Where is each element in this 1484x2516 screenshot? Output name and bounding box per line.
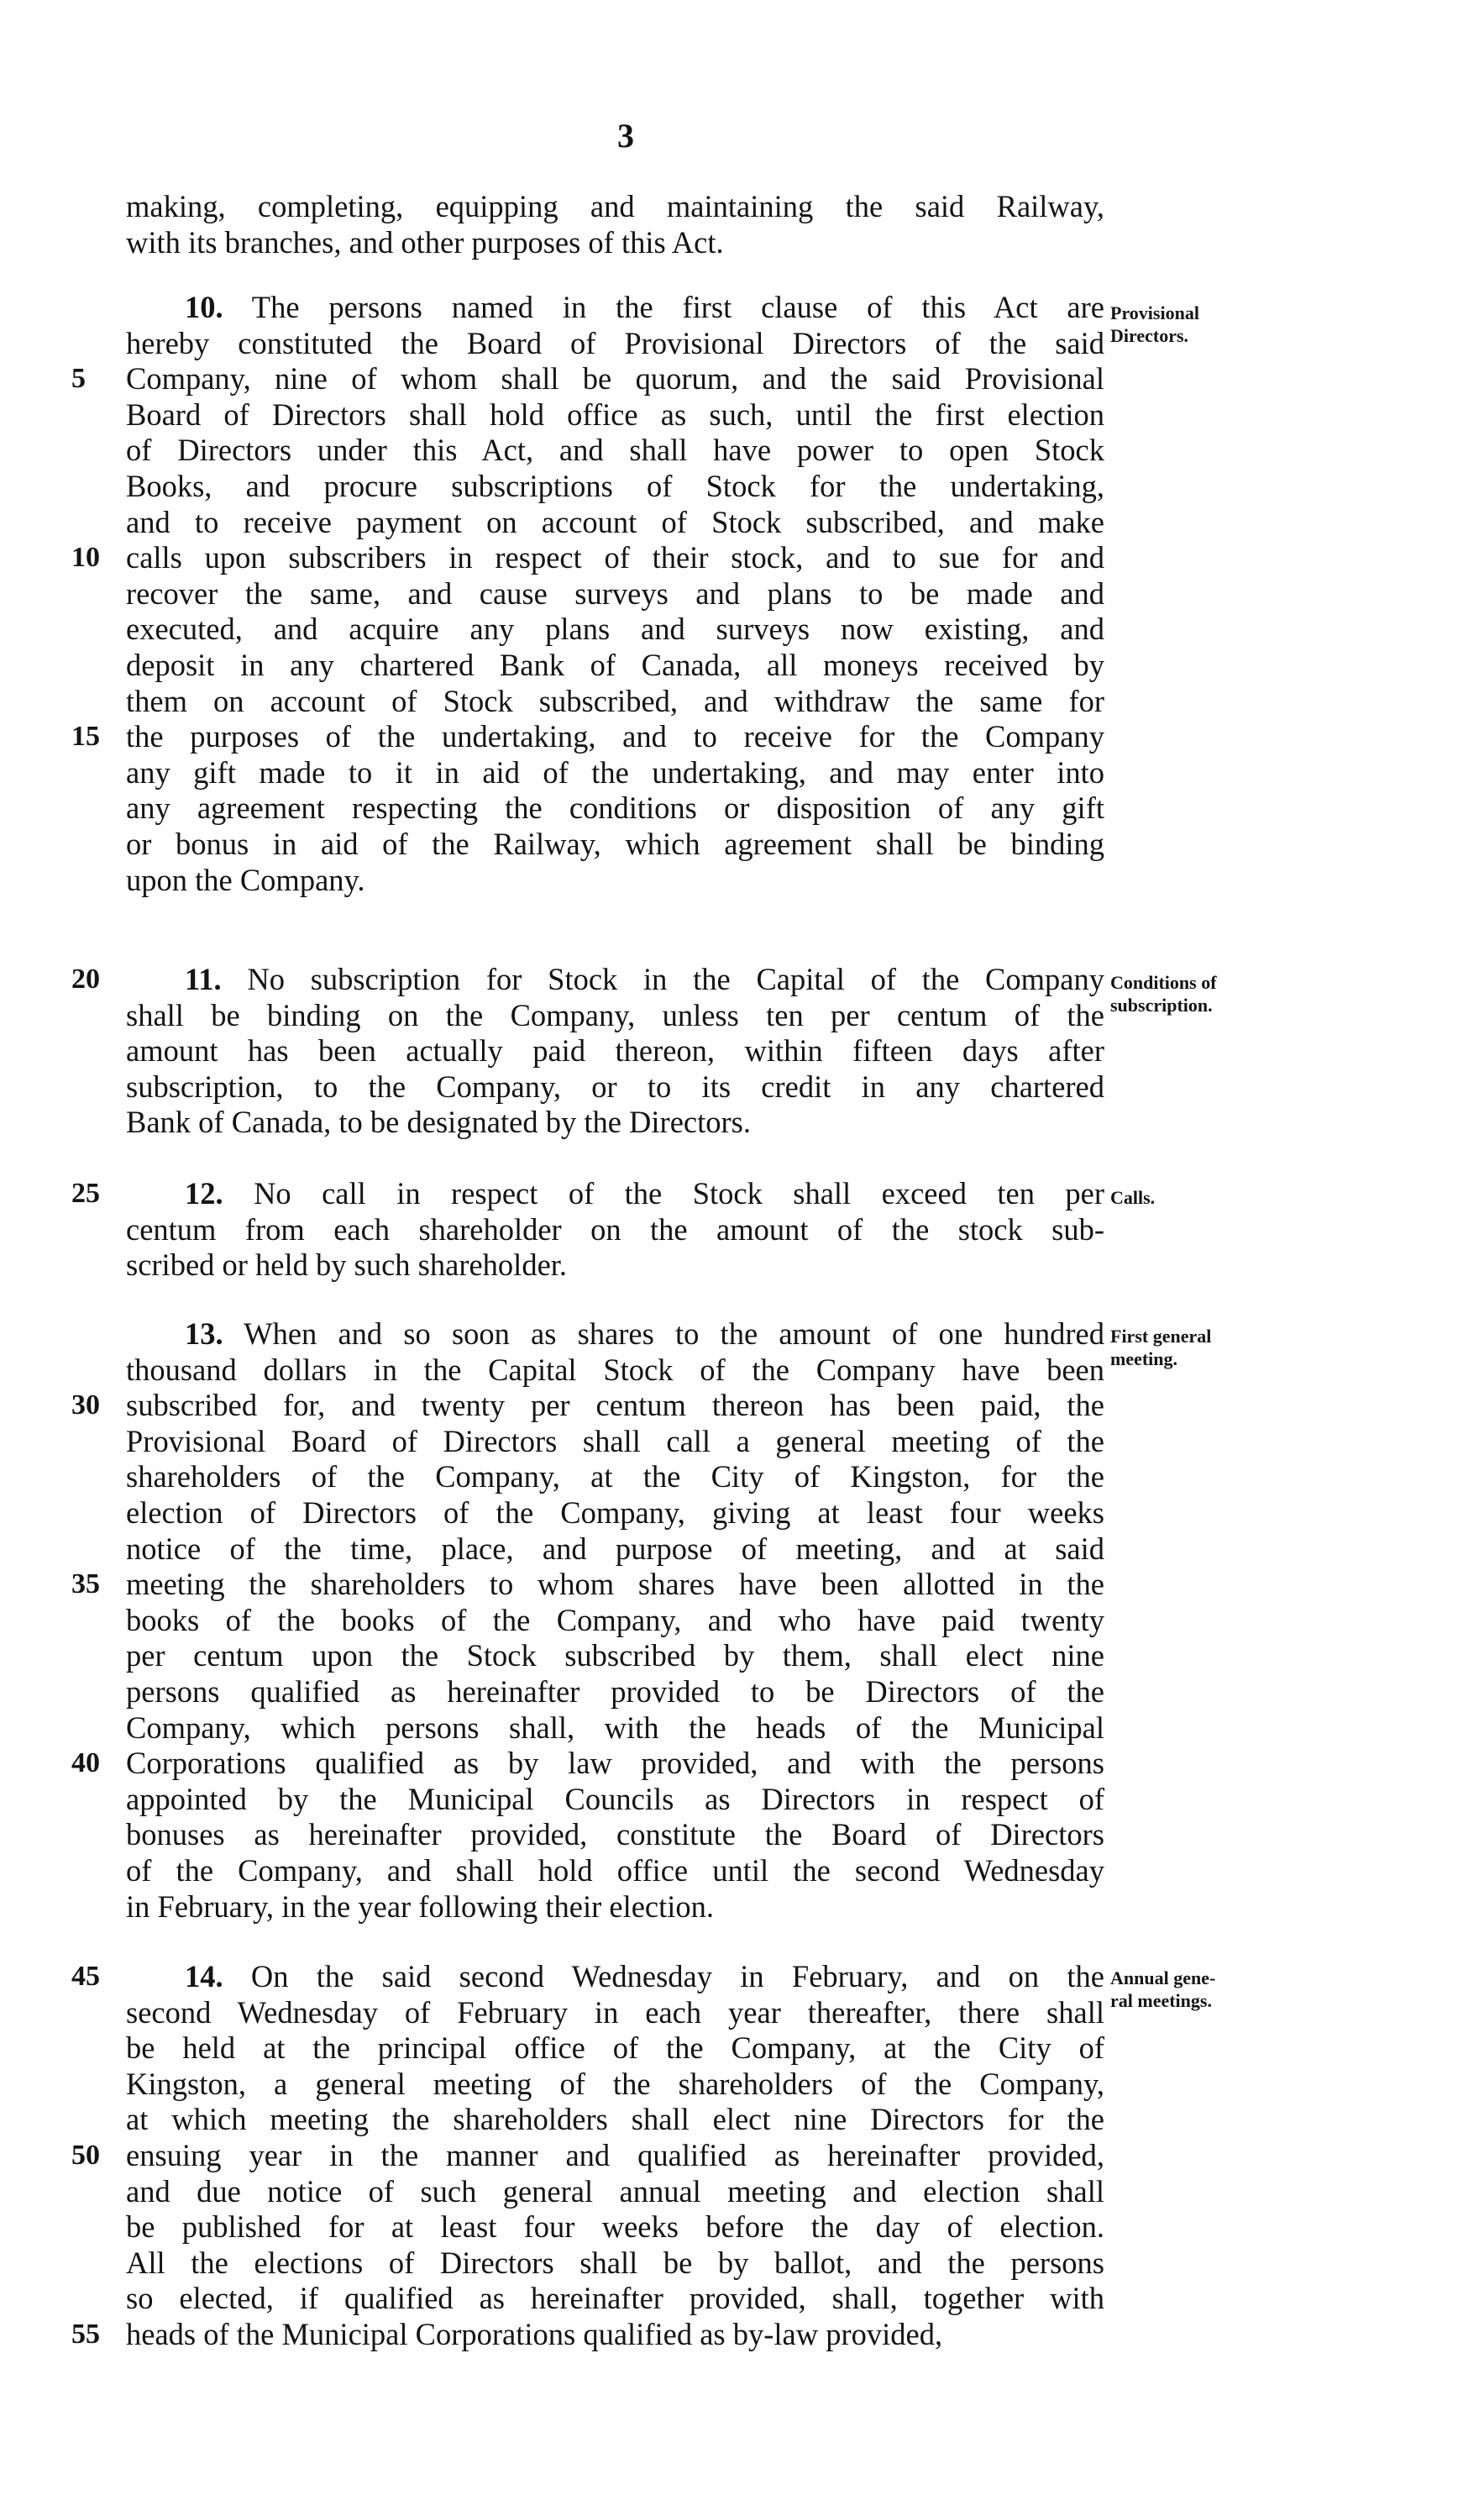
line-text: deposit in any chartered Bank of Canada, all moneys received by: [126, 647, 1104, 682]
section-number: 12.: [185, 1176, 223, 1211]
line-text: any gift made to it in aid of the undertaking, and may enter into: [126, 754, 1104, 790]
text-line: [126, 1212, 1104, 1248]
line-text: Kingston, a general meeting of the shareholders of the Company,: [126, 2066, 1104, 2101]
line-text: in February, in the year following their election.: [126, 1888, 715, 1924]
text-line: [126, 397, 1104, 433]
line-text: No call in respect of the Stock shall exceed ten per: [254, 1176, 1105, 1211]
text-line: [126, 1353, 1104, 1389]
line-number: 55: [71, 2318, 100, 2350]
text-line: [71, 2316, 1104, 2353]
text-line: [126, 1105, 1104, 1141]
line-text: hereby constituted the Board of Provisional Directors of the said: [126, 325, 1104, 360]
text-line: [126, 1853, 1104, 1889]
line-text: executed, and acquire any plans and surveys now existing, and: [126, 612, 1104, 647]
text-line: [126, 1782, 1104, 1818]
margin-note-calls: [1110, 1186, 1480, 1209]
text-line: [126, 1889, 1104, 1925]
line-text: books of the books of the Company, and who have paid twenty: [126, 1602, 1104, 1637]
text-line: [126, 1710, 1104, 1746]
text-line: [71, 1959, 1104, 1995]
line-number: 30: [71, 1389, 100, 1421]
line-text: subscription, to the Company, or to its credit in any chartered: [126, 1069, 1104, 1104]
text-line: [71, 361, 1104, 397]
margin-note-line: subscription.: [1110, 995, 1213, 1016]
line-text: centum from each shareholder on the amount of the stock sub-: [126, 1211, 1104, 1247]
text-line: [126, 1817, 1104, 1853]
line-text: upon the Company.: [126, 862, 365, 897]
text-line: [126, 189, 1104, 225]
text-line: [126, 648, 1104, 684]
line-text: amount has been actually paid thereon, within fifteen days after: [126, 1033, 1104, 1069]
line-text: any agreement respecting the conditions or disposition of any gift: [126, 791, 1104, 826]
text-line: [126, 863, 1104, 899]
text-line: [126, 1603, 1104, 1639]
margin-note-conditions-of-subscription: [1110, 971, 1480, 1016]
text-line: [126, 1316, 1104, 1353]
text-line: [126, 225, 1104, 261]
text-line: [126, 1424, 1104, 1460]
line-text: meeting the shareholders to whom shares have been allotted in the: [126, 1567, 1104, 1602]
line-text: per centum upon the Stock subscribed by them, shall elect nine: [126, 1638, 1104, 1673]
text-line: [126, 1995, 1104, 2031]
margin-note-line: meeting.: [1110, 1348, 1178, 1369]
text-line: [126, 1033, 1104, 1069]
text-line: [126, 469, 1104, 505]
line-text: of the Company, and shall hold office until the second Wednesday: [126, 1852, 1104, 1888]
margin-note-line: Directors.: [1110, 325, 1189, 346]
line-text: of Directors under this Act, and shall have power to open Stock: [126, 433, 1104, 468]
text-line: [126, 1495, 1104, 1531]
text-line: [126, 1459, 1104, 1495]
section-number: 10.: [185, 290, 223, 324]
line-text: ensuing year in the manner and qualified as hereinafter provided,: [126, 2137, 1104, 2172]
line-number: 50: [71, 2139, 100, 2171]
line-number: 35: [71, 1568, 100, 1600]
text-line: [126, 326, 1104, 362]
line-text: so elected, if qualified as hereinafter provided, shall, together with: [126, 2281, 1104, 2316]
line-text: subscribed for, and twenty per centum thereon has been paid, the: [126, 1388, 1104, 1423]
margin-note-line: Conditions of: [1110, 972, 1217, 993]
text-line: [71, 1176, 1105, 1212]
line-text: shall be binding on the Company, unless ten per centum of the: [126, 997, 1104, 1032]
text-line: [71, 2137, 1104, 2174]
text-line: [126, 2281, 1104, 2317]
text-line: [71, 1388, 1104, 1424]
line-number: 10: [71, 542, 100, 574]
line-text: Board of Directors shall hold office as such, until the first election: [126, 397, 1104, 432]
text-line: [71, 1567, 1104, 1603]
section-10: [71, 290, 1104, 898]
text-line: [71, 962, 1104, 998]
text-line: [126, 2030, 1104, 2067]
line-text: second Wednesday of February in each year thereafter, there shall: [126, 1994, 1104, 2030]
section-number: 14.: [185, 1959, 223, 1993]
text-line: [126, 1638, 1104, 1674]
text-line: [126, 2209, 1104, 2245]
line-text: calls upon subscribers in respect of their stock, and to sue for and: [126, 540, 1104, 575]
line-text: them on account of Stock subscribed, and withdraw the same for: [126, 683, 1104, 718]
margin-note-line: ral meetings.: [1110, 1990, 1212, 2011]
line-text: shareholders of the Company, at the City of Kingston, for the: [126, 1459, 1104, 1494]
text-line: [126, 1069, 1104, 1106]
line-text: No subscription for Stock in the Capital of the Company: [247, 962, 1104, 996]
line-text: or bonus in aid of the Railway, which agreement shall be binding: [126, 826, 1104, 861]
section-11: [71, 962, 1104, 1141]
line-text: Books, and procure subscriptions of Stock for the undertaking,: [126, 468, 1104, 503]
line-text: Company, which persons shall, with the heads of the Municipal: [126, 1710, 1104, 1745]
line-text: Bank of Canada, to be designated by the Directors.: [126, 1105, 751, 1140]
section-12: [71, 1176, 1105, 1284]
line-text: bonuses as hereinafter provided, constitute the Board of Directors: [126, 1817, 1104, 1852]
line-text: and due notice of such general annual meeting and election shall: [126, 2173, 1104, 2209]
line-text: recover the same, and cause surveys and plans to be made and: [126, 575, 1104, 611]
text-line: [126, 576, 1104, 612]
line-text: On the said second Wednesday in February, and on the: [250, 1959, 1104, 1993]
text-line: [126, 433, 1104, 469]
text-line: [126, 791, 1104, 827]
line-text: scribed or held by such shareholder.: [126, 1247, 568, 1283]
section-number: 13.: [185, 1316, 223, 1351]
margin-note-first-general-meeting: [1110, 1325, 1480, 1370]
text-line: [126, 998, 1104, 1034]
text-line: [126, 1674, 1104, 1710]
line-text: Corporations qualified as by law provided, and with the persons: [126, 1746, 1104, 1781]
line-text: notice of the time, place, and purpose of meeting, and at said: [126, 1531, 1104, 1566]
line-text: Company, nine of whom shall be quorum, and the said Provisional: [126, 361, 1104, 397]
line-number: 20: [71, 964, 100, 995]
line-text: thousand dollars in the Capital Stock of the Company have been: [126, 1352, 1104, 1387]
line-text: When and so soon as shares to the amount of one hundred: [244, 1316, 1104, 1351]
line-number: 5: [71, 363, 86, 395]
text-line: [126, 612, 1104, 648]
text-line: [126, 2174, 1104, 2210]
text-line: [126, 684, 1104, 720]
margin-note-annual-general-meetings: [1110, 1967, 1480, 2012]
text-line: [126, 2245, 1104, 2282]
line-text: and to receive payment on account of Stock subscribed, and make: [126, 504, 1104, 539]
line-text: making, completing, equipping and maintaining the said Railway,: [126, 189, 1104, 223]
margin-note-line: Annual gene-: [1110, 1967, 1216, 1988]
text-line: [71, 1746, 1104, 1782]
line-text: All the elections of Directors shall be by ballot, and the persons: [126, 2245, 1104, 2280]
line-number: 45: [71, 1961, 100, 1992]
line-text: heads of the Municipal Corporations qualified as by-law provided,: [126, 2316, 943, 2351]
line-number: 25: [71, 1178, 100, 1209]
line-text: election of Directors of the Company, giving at least four weeks: [126, 1494, 1104, 1530]
line-text: Provisional Board of Directors shall call a general meeting of the: [126, 1423, 1104, 1458]
line-text: persons qualified as hereinafter provided to be Directors of the: [126, 1673, 1104, 1709]
margin-note-line: Provisional: [1110, 302, 1199, 323]
opening-paragraph: [126, 189, 1104, 260]
section-14: [71, 1959, 1104, 2353]
margin-note-provisional-directors: [1110, 302, 1480, 347]
text-line: [71, 719, 1104, 755]
section-13: [71, 1316, 1104, 1925]
page-number: 3: [617, 117, 634, 155]
text-line: [126, 505, 1104, 541]
text-line: [126, 2067, 1104, 2103]
line-text: be published for at least four weeks before the day of election.: [126, 2209, 1104, 2245]
line-number: 40: [71, 1747, 100, 1779]
text-line: [126, 827, 1104, 863]
text-line: [71, 540, 1104, 576]
section-number: 11.: [185, 962, 222, 996]
line-text: appointed by the Municipal Councils as Directors in respect of: [126, 1781, 1104, 1816]
margin-note-line: Calls.: [1110, 1187, 1156, 1208]
line-text: the purposes of the undertaking, and to receive for the Company: [126, 719, 1104, 754]
text-line: [126, 1531, 1104, 1568]
text-line: [126, 1247, 1104, 1284]
text-line: [126, 2102, 1104, 2138]
line-text: The persons named in the first clause of this Act are: [251, 290, 1104, 324]
text-line: [126, 755, 1104, 791]
text-line: [126, 290, 1104, 326]
line-text: at which meeting the shareholders shall elect nine Directors for the: [126, 2102, 1104, 2137]
line-number: 15: [71, 721, 100, 753]
line-text: with its branches, and other purposes of this Act.: [126, 224, 724, 260]
line-text: be held at the principal office of the Company, at the City of: [126, 2030, 1104, 2066]
margin-note-line: First general: [1110, 1326, 1212, 1347]
